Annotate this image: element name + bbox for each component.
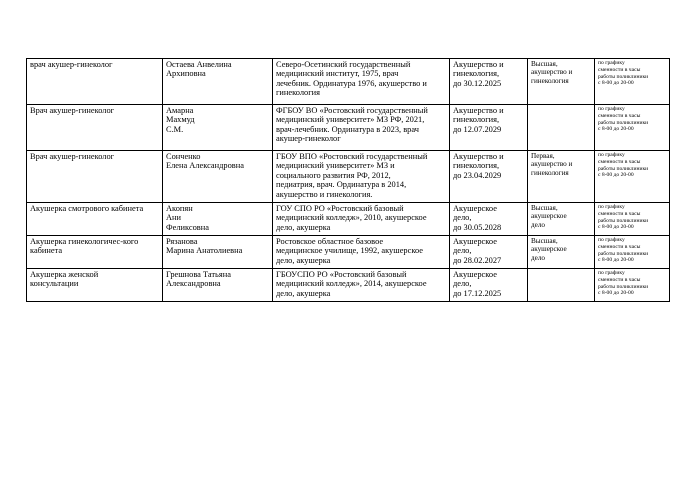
education-cell-line: медицинский институт, 1975, врач [276,69,399,79]
position-cell [27,59,163,105]
schedule-cell-line: по графику [598,204,625,210]
position-cell [27,269,163,302]
schedule-cell-line: с 8-00 до 20-00 [598,80,634,87]
position-cell [27,203,163,236]
name-cell-line: Марина Анатолиевна [166,246,243,256]
name-cell-line: Махмуд [166,115,195,125]
category-cell-line: акушерство и [531,68,573,77]
schedule-cell-line: работы поликлиники [598,165,649,172]
education-cell-line: Северо-Осетинский государственный [276,60,411,69]
certificate-cell [450,236,528,269]
education-cell-line: ГОУ СПО РО «Ростовский базовый [276,204,404,213]
position-cell-line: Врач акушер-гинеколог [30,106,115,115]
position-cell-line: Акушерка гинекологичес-кого [30,237,139,246]
certificate-cell-line: до 28.02.2027 [453,255,502,265]
position-cell [27,151,163,203]
category-cell-line: Высшая, [531,60,558,68]
category-cell [528,151,595,203]
certificate-cell-line: до 30.12.2025 [453,78,502,88]
name-cell-line: Акопян [166,204,193,213]
schedule-cell [595,269,670,302]
schedule-cell-line: работы поликлиники [598,250,649,257]
certificate-cell-line: Акушерство и [453,60,504,69]
name-cell-line: Остаева Анвелина [166,60,232,69]
certificate-cell-line: гинекология, [453,69,500,79]
schedule-cell-line: работы поликлиники [598,217,649,224]
position-cell [27,236,163,269]
education-cell [273,105,450,151]
category-cell-line: акушерство и [531,160,573,169]
schedule-cell [595,236,670,269]
certificate-cell-line: Акушерство и [453,152,504,161]
position-cell-line: кабинета [30,246,63,256]
schedule-cell [595,59,670,105]
schedule-cell-line: сменности в часы [598,112,641,119]
certificate-cell-line: Акушерское [453,237,497,246]
schedule-cell-line: сменности в часы [598,158,641,165]
schedule-cell-line: с 8-00 до 20-00 [598,172,634,179]
name-cell-line: Елена Александровна [166,161,244,171]
name-cell-line: Феликсовна [166,222,209,232]
schedule-cell-line: по графику [598,152,625,158]
education-cell-line: социального развития РФ, 2012, [276,170,391,180]
schedule-cell-line: по графику [598,237,625,243]
education-cell [273,59,450,105]
name-cell-line: Рязанова [166,237,198,246]
table-row [27,59,670,105]
certificate-cell [450,203,528,236]
education-cell [273,236,450,269]
education-cell-line: медицинский колледж», 2014, акушерское [276,279,427,289]
education-cell-line: дело, акушерка [276,222,331,232]
category-cell-line: Первая, [531,152,555,160]
staff-table-body [27,59,670,302]
education-cell-line: лечебник. Ординатура 1976, акушерство и [276,78,427,88]
certificate-cell-line: Акушерство и [453,106,504,115]
certificate-cell-line: до 12.07.2029 [453,124,502,134]
education-cell-line: медицинский колледж», 2010, акушерское [276,213,427,223]
name-cell-line: Амарна [166,106,194,115]
position-cell [27,105,163,151]
education-cell-line: ГБОУСПО РО «Ростовский базовый [276,270,407,279]
table-row [27,151,670,203]
schedule-cell-line: сменности в часы [598,276,641,283]
schedule-cell-line: с 8-00 до 20-00 [598,224,634,231]
name-cell-line: Александровна [166,279,221,289]
certificate-cell-line: до 17.12.2025 [453,288,502,298]
education-cell-line: Ростовское областное базовое [276,237,384,246]
certificate-cell [450,59,528,105]
table-row [27,236,670,269]
category-cell [528,59,595,105]
category-cell [528,203,595,236]
category-cell [528,236,595,269]
schedule-cell-line: с 8-00 до 20-00 [598,290,634,297]
category-cell-line: Высшая, [531,237,558,245]
category-cell-line: акушерское [531,245,567,254]
education-cell-line: врач-лечебник. Ординатура в 2023, врач [276,124,419,134]
position-cell-line: консультации [30,279,79,289]
certificate-cell-line: гинекология, [453,115,500,125]
position-cell-line: Врач акушер-гинеколог [30,152,115,161]
education-cell-line: педиатрия, врач. Ординатура в 2014, [276,180,407,190]
education-cell-line: акушер-гинеколог [276,134,341,144]
schedule-cell-line: по графику [598,270,625,276]
name-cell [163,105,273,151]
name-cell-line: Ани [166,213,182,223]
education-cell-line: ФГБОУ ВО «Ростовский государственный [276,106,428,115]
certificate-cell-line: дело, [453,213,472,223]
education-cell-line: медицинский университет» МЗ РФ, 2021, [276,115,425,125]
schedule-cell [595,105,670,151]
certificate-cell [450,105,528,151]
name-cell-line: Сонченко [166,152,201,161]
education-cell-line: дело, акушерка [276,288,331,298]
education-cell [273,151,450,203]
schedule-cell-line: с 8-00 до 20-00 [598,126,634,133]
name-cell [163,269,273,302]
certificate-cell-line: до 30.05.2028 [453,222,502,232]
schedule-cell-line: по графику [598,60,625,66]
schedule-cell-line: работы поликлиники [598,73,649,80]
schedule-cell-line: работы поликлиники [598,283,649,290]
education-cell-line: медицинское училище, 1992, акушерское [276,246,423,256]
name-cell [163,59,273,105]
name-cell-line: С.М. [166,124,184,134]
education-cell [273,203,450,236]
certificate-cell-line: до 23.04.2029 [453,170,502,180]
category-cell-line: акушерское [531,212,567,221]
schedule-cell-line: работы поликлиники [598,119,649,126]
education-cell [273,269,450,302]
position-cell-line: Акушерка женской [30,270,99,279]
category-cell-line: гинекология [531,168,569,177]
schedule-cell [595,151,670,203]
education-cell-line: акушерство и гинекология. [276,189,373,199]
education-cell-line: гинекология [276,88,320,98]
table-row [27,269,670,302]
name-cell-line: Грешнова Татьяна [166,270,231,279]
certificate-cell-line: гинекология, [453,161,500,171]
staff-table [26,58,670,302]
category-cell-line: дело [531,253,546,262]
certificate-cell-line: дело, [453,279,472,289]
category-cell-line: Высшая, [531,204,558,212]
education-cell-line: ГБОУ ВПО «Ростовский государственный [276,152,428,161]
schedule-cell-line: сменности в часы [598,210,641,217]
name-cell [163,236,273,269]
name-cell [163,151,273,203]
table-row [27,105,670,151]
education-cell-line: дело, акушерка [276,255,331,265]
category-cell-line: дело [531,220,546,229]
certificate-cell-line: Акушерское [453,270,497,279]
schedule-cell-line: сменности в часы [598,243,641,250]
name-cell [163,203,273,236]
schedule-cell-line: сменности в часы [598,66,641,73]
name-cell-line: Архиповна [166,69,206,79]
position-cell-line: Акушерка смотрового кабинета [30,204,144,213]
schedule-cell [595,203,670,236]
position-cell-line: врач акушер-гинеколог [30,60,113,69]
certificate-cell-line: дело, [453,246,472,256]
schedule-cell-line: с 8-00 до 20-00 [598,257,634,264]
certificate-cell [450,151,528,203]
category-cell-line: гинекология [531,76,569,85]
education-cell-line: медицинский университет» МЗ и [276,161,395,171]
certificate-cell-line: Акушерское [453,204,497,213]
certificate-cell [450,269,528,302]
category-cell [528,269,595,302]
schedule-cell-line: по графику [598,106,625,112]
category-cell [528,105,595,151]
table-row [27,203,670,236]
